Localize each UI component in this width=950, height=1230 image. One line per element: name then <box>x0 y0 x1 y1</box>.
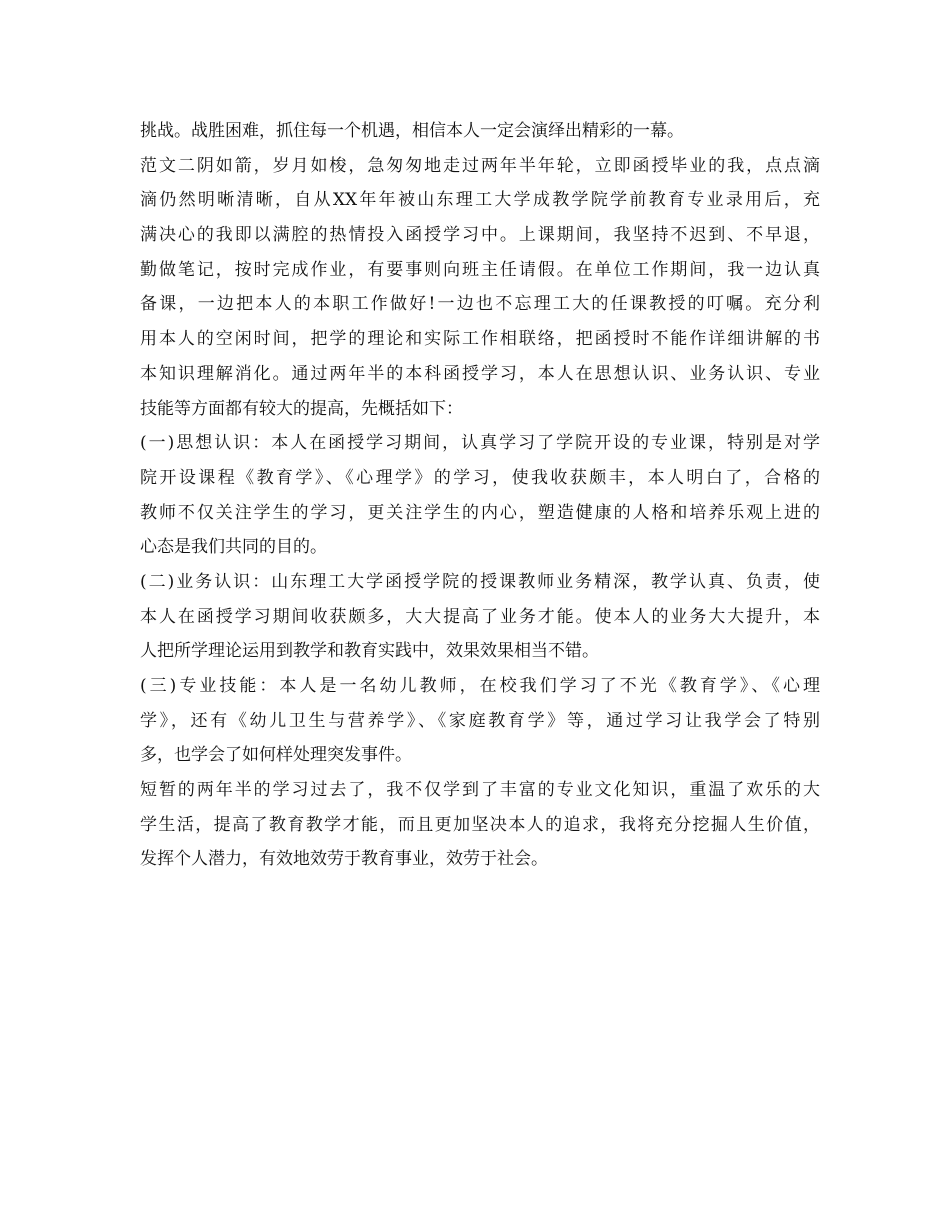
text-line: (三)专业技能：本人是一名幼儿教师，在校我们学习了不光《教育学》、《心理 <box>140 676 820 696</box>
text-line: 短暂的两年半的学习过去了，我不仅学到了丰富的专业文化知识，重温了欢乐的大 <box>140 780 820 801</box>
text-line: 范文二阴如箭，岁月如梭，急匆匆地走过两年半年轮，立即函授毕业的我，点点滴 <box>140 155 820 176</box>
text-line: 本知识理解消化。通过两年半的本科函授学习，本人在思想认识、业务认识、专业 <box>140 363 820 384</box>
text-line: 发挥个人潜力，有效地效劳于教育事业，效劳于社会。 <box>140 849 548 870</box>
text-line: 教师不仅关注学生的学习，更关注学生的内心，塑造健康的人格和培养乐观上进的 <box>140 502 820 523</box>
text-line: 学生活，提高了教育教学才能，而且更加坚决本人的追求，我将充分挖掘人生价值， <box>140 814 820 835</box>
text-line: 心态是我们共同的目的。 <box>140 537 327 558</box>
text-line: 院开设课程《教育学》、《心理学》的学习，使我收获颇丰，本人明白了，合格的 <box>140 467 820 488</box>
text-line: 用本人的空闲时间，把学的理论和实际工作相联络，把函授时不能作详细讲解的书 <box>140 329 820 350</box>
text-line: 勤做笔记，按时完成作业，有要事则向班主任请假。在单位工作期间，我一边认真 <box>140 259 820 280</box>
text-line: 滴仍然明晰清晰，自从XX年年被山东理工大学成教学院学前教育专业录用后，充 <box>140 190 820 211</box>
text-line: 本人在函授学习期间收获颇多，大大提高了业务才能。使本人的业务大大提升，本 <box>140 606 820 627</box>
text-line: 人把所学理论运用到教学和教育实践中，效果效果相当不错。 <box>140 641 599 662</box>
text-line: 备课，一边把本人的本职工作做好!一边也不忘理工大的任课教授的叮嘱。充分利 <box>140 294 820 315</box>
document-body <box>140 114 820 877</box>
text-line: 技能等方面都有较大的提高，先概括如下： <box>140 398 463 419</box>
text-line: 学》，还有《幼儿卫生与营养学》、《家庭教育学》等，通过学习让我学会了特别 <box>140 710 820 731</box>
text-line: 挑战。战胜困难，抓住每一个机遇，相信本人一定会演绎出精彩的一幕。 <box>140 121 684 141</box>
text-line: 满决心的我即以满腔的热情投入函授学习中。上课期间，我坚持不迟到、不早退， <box>140 225 820 246</box>
text-line: (一)思想认识：本人在函授学习期间，认真学习了学院开设的专业课，特别是对学 <box>140 433 820 454</box>
text-line: (二)业务认识：山东理工大学函授学院的授课教师业务精深，教学认真、负责，使 <box>140 571 820 592</box>
text-line: 多，也学会了如何样处理突发事件。 <box>140 745 412 766</box>
